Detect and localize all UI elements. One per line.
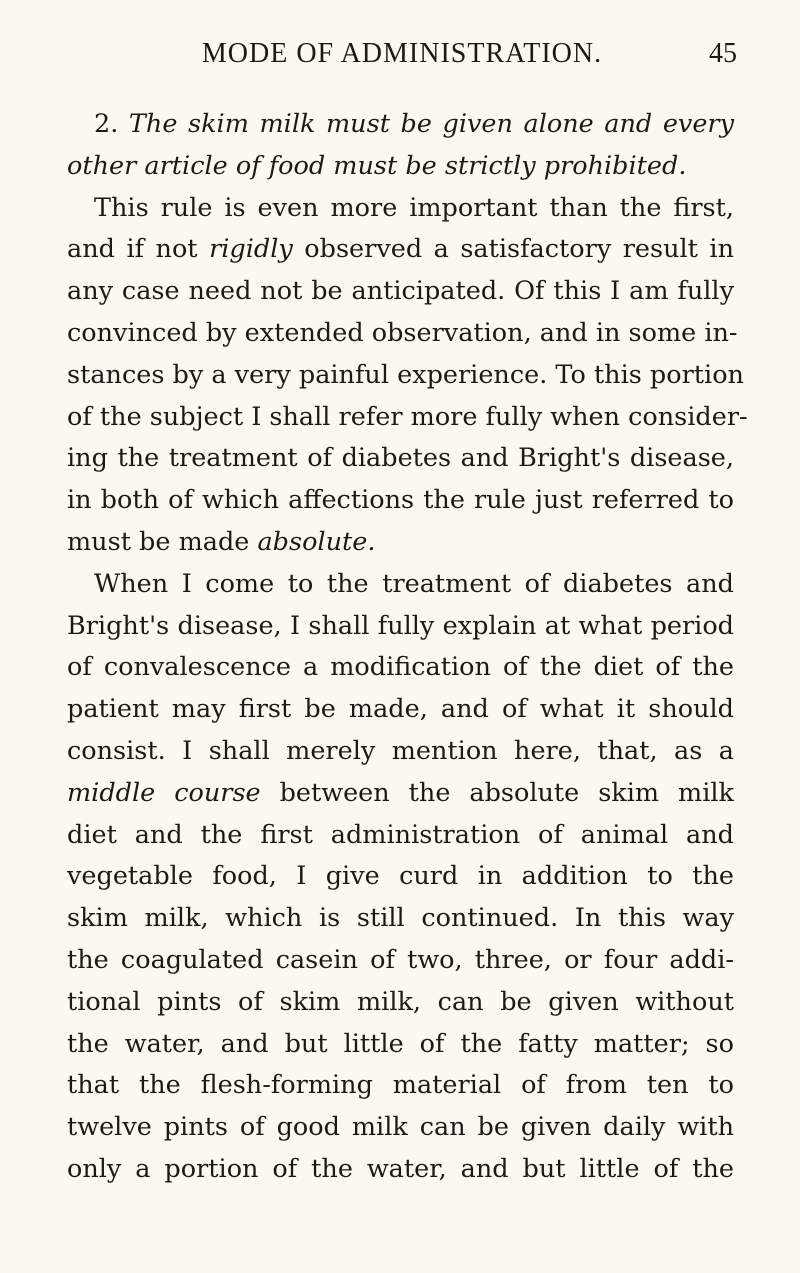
text-line: diet and the first administration of animal and <box>67 819 734 850</box>
text-line: twelve pints of good milk can be given daily with <box>67 1112 734 1143</box>
running-header <box>67 38 737 78</box>
text-line: tional pints of skim milk, can be given without <box>67 986 734 1017</box>
text-line: vegetable food, I give curd in addition to the <box>67 861 734 892</box>
text-line: skim milk, which is still continued. In this way <box>67 903 734 934</box>
text-line: When I come to the treatment of diabetes and <box>94 568 734 599</box>
text-line: This rule is even more important than the first, <box>94 192 734 223</box>
text-line: any case need not be anticipated. Of this I am fully <box>67 276 734 307</box>
text-line: Bright's disease, I shall fully explain at what period <box>67 610 734 641</box>
page-number: 45 <box>709 38 737 69</box>
text-line: 2. The skim milk must be given alone and every <box>94 109 735 139</box>
text-line: convinced by extended observation, and in some in- <box>67 317 738 348</box>
text-line: that the flesh-forming material of from ten to <box>67 1070 734 1101</box>
text-line: middle course between the absolute skim milk <box>67 777 734 808</box>
text-line: must be made absolute. <box>67 526 376 557</box>
text-line: only a portion of the water, and but little of the <box>67 1153 734 1184</box>
text-line: consist. I shall merely mention here, that, as a <box>67 735 734 766</box>
text-line: stances by a very painful experience. To this portion <box>67 359 744 390</box>
text-line: and if not rigidly observed a satisfactory result in <box>67 234 734 265</box>
text-line: the water, and but little of the fatty matter; so <box>67 1028 734 1059</box>
text-line: of convalescence a modification of the diet of the <box>67 652 734 683</box>
text-line: ing the treatment of diabetes and Bright's disease, <box>67 443 734 474</box>
text-line: the coagulated casein of two, three, or four addi- <box>67 944 734 975</box>
body-text <box>67 104 748 1191</box>
running-title: MODE OF ADMINISTRATION. <box>201 38 603 69</box>
text-line: patient may first be made, and of what it should <box>67 694 734 725</box>
text-line: in both of which affections the rule just referred to <box>67 485 734 516</box>
text-line: of the subject I shall refer more fully when consider- <box>67 401 748 432</box>
text-line: other article of food must be strictly prohibited. <box>67 150 687 181</box>
